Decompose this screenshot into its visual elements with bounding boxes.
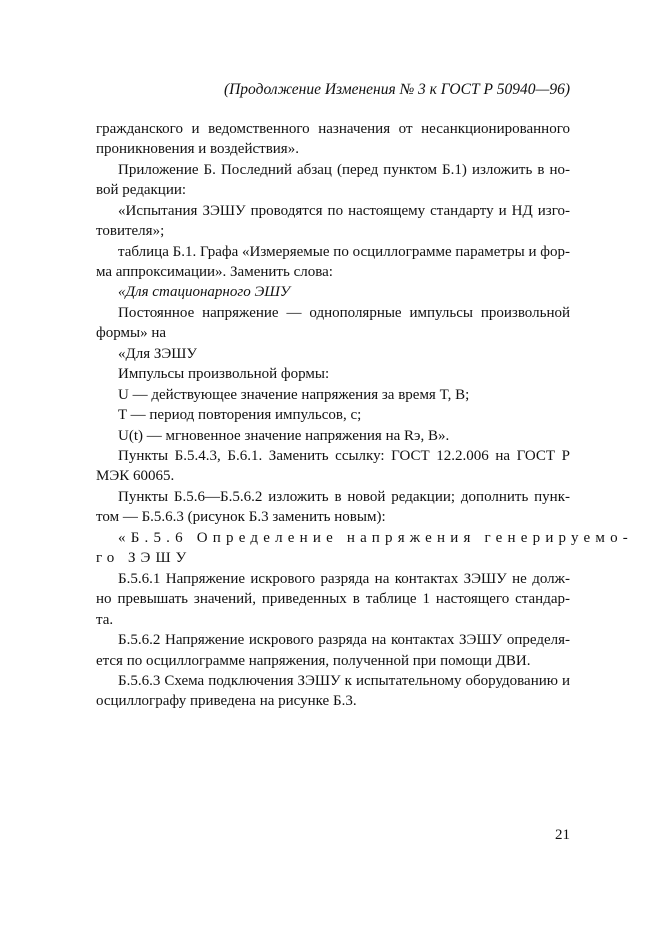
text-line: гражданского и ведомственного назначения от несанкционированного: [96, 121, 570, 137]
text-line: T — период повторения импульсов, с;: [118, 407, 362, 423]
text-line: та.: [96, 612, 114, 628]
text-line: вой редакции:: [96, 182, 187, 198]
text-line: ма аппроксимации». Заменить слова:: [96, 264, 333, 280]
section-heading-line: го ЗЭШУ: [96, 550, 192, 566]
section-heading-line: «Б.5.6 Определение напряжения генерируемо-: [118, 530, 633, 546]
text-line: Постоянное напряжение — однополярные импульсы произвольной: [118, 305, 570, 321]
text-line: Пункты Б.5.6—Б.5.6.2 изложить в новой редакции; дополнить пунк-: [118, 489, 570, 505]
text-line: но превышать значений, приведенных в таблице 1 настоящего стандар-: [96, 591, 570, 607]
text-line: товителя»;: [96, 223, 165, 239]
text-line: Б.5.6.1 Напряжение искрового разряда на контактах ЗЭШУ не долж-: [118, 571, 570, 587]
text-line: Б.5.6.2 Напряжение искрового разряда на контактах ЗЭШУ определя-: [118, 632, 570, 648]
text-line: Пункты Б.5.4.3, Б.6.1. Заменить ссылку: ГОСТ 12.2.006 на ГОСТ Р: [118, 448, 570, 464]
text-line: ется по осциллограмме напряжения, полученной при помощи ДВИ.: [96, 653, 531, 669]
text-line: формы» на: [96, 325, 166, 341]
text-line: Приложение Б. Последний абзац (перед пунктом Б.1) изложить в но-: [118, 162, 570, 178]
text-line: Б.5.6.3 Схема подключения ЗЭШУ к испытательному оборудованию и: [118, 673, 570, 689]
text-line: проникновения и воздействия».: [96, 141, 299, 157]
text-line: «Испытания ЗЭШУ проводятся по настоящему стандарту и НД изго-: [118, 203, 570, 219]
text-line: таблица Б.1. Графа «Измеряемые по осциллограмме параметры и фор-: [118, 244, 570, 260]
page-header: (Продолжение Изменения № 3 к ГОСТ Р 50940—96): [223, 81, 570, 98]
text-line: осциллографу приведена на рисунке Б.3.: [96, 693, 357, 709]
text-line: МЭК 60065.: [96, 468, 175, 484]
text-line: Импульсы произвольной формы:: [118, 366, 330, 382]
text-line: том — Б.5.6.3 (рисунок Б.3 заменить новым):: [96, 509, 386, 525]
text-line: «Для ЗЭШУ: [118, 346, 198, 362]
page-number: 21: [555, 827, 570, 843]
text-line: «Для стационарного ЭШУ: [118, 284, 291, 300]
text-line: U — действующее значение напряжения за время T, В;: [118, 387, 470, 403]
text-line: U(t) — мгновенное значение напряжения на Rэ, В».: [118, 428, 450, 444]
